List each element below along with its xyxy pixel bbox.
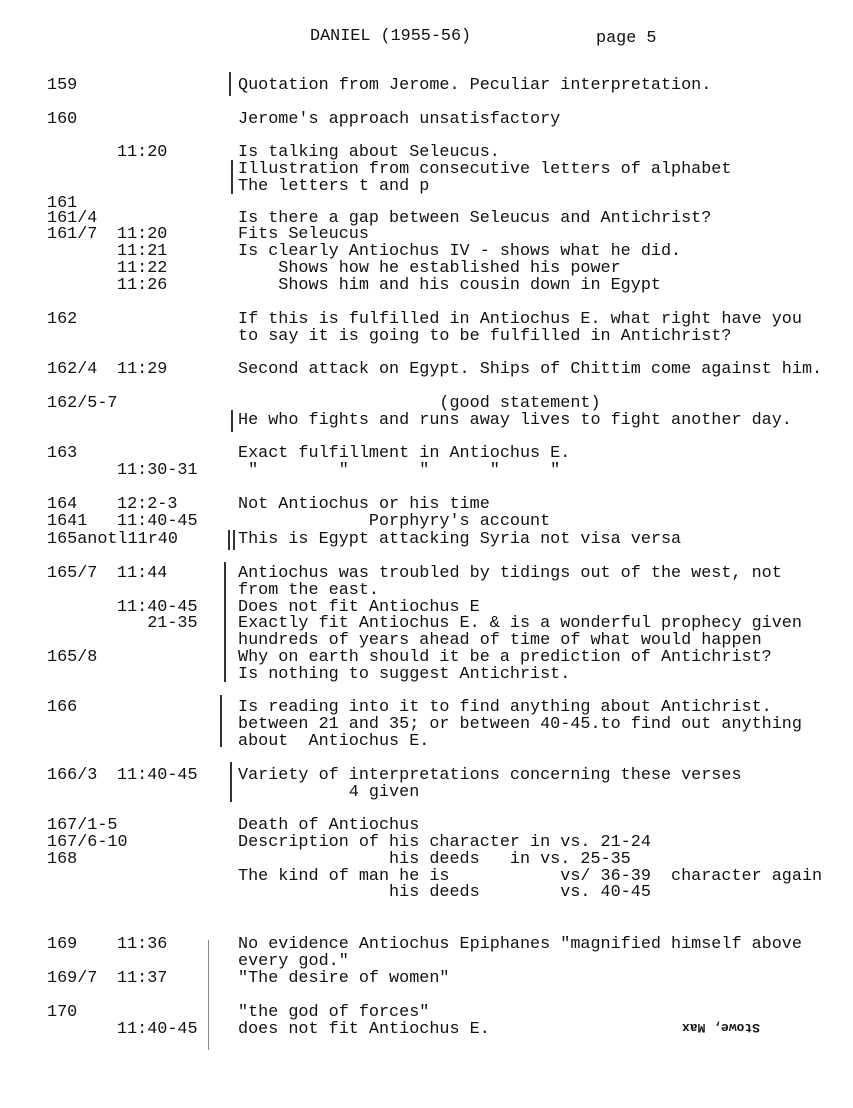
margin-mark — [231, 410, 233, 432]
row-text: Is clearly Antiochus IV - shows what he did. — [238, 242, 682, 261]
row-ref: 163 — [47, 444, 78, 463]
row-verse: 21-35 — [117, 614, 198, 633]
margin-mark — [230, 762, 232, 802]
upside-down-name-stamp: Stowe, Max — [682, 1020, 761, 1035]
row-text: If this is fulfilled in Antiochus E. what right have you — [238, 310, 802, 329]
row-text: Exact fulfillment in Antiochus E. — [238, 444, 571, 463]
row-text: to say it is going to be fulfilled in Antichrist? — [238, 327, 732, 346]
row-verse: 11:22 — [117, 259, 168, 278]
row-ref: 160 — [47, 110, 78, 129]
row-text: 4 given — [238, 783, 420, 802]
row-text: from the east. — [238, 581, 379, 600]
row-ref: 166/3 — [47, 766, 98, 785]
row-verse: 11:37 — [117, 969, 168, 988]
row-text: Variety of interpretations concerning these verses — [238, 766, 742, 785]
row-verse: 11:36 — [117, 935, 168, 954]
row-verse: 11:20 — [117, 225, 168, 244]
row-verse: 11:40-45 — [117, 598, 198, 617]
row-text: Porphyry's account — [238, 512, 551, 531]
row-text: Does not fit Antiochus E — [238, 598, 480, 617]
row-ref: 169/7 — [47, 969, 98, 988]
row-text: hundreds of years ahead of time of what would happen — [238, 631, 762, 650]
row-verse: 11:40-45 — [117, 1020, 198, 1039]
row-ref: 167/1-5 — [47, 816, 118, 835]
row-ref: 161 — [47, 194, 78, 213]
row-ref: 164 — [47, 495, 78, 514]
row-verse: 11:20 — [117, 143, 168, 162]
page-number: page 5 — [596, 29, 657, 48]
row-text: This is Egypt attacking Syria not visa versa — [238, 530, 682, 549]
row-text: The letters t and p — [238, 177, 430, 196]
row-verse: 12:2-3 — [117, 495, 178, 514]
row-text: "the god of forces" — [238, 1003, 430, 1022]
row-verse: 11:40-45 — [117, 512, 198, 531]
margin-mark — [229, 72, 231, 96]
row-text: Why on earth should it be a prediction of Antichrist? — [238, 648, 772, 667]
row-ref: 162/4 — [47, 360, 98, 379]
row-ref: 1641 — [47, 512, 88, 531]
row-text: Antiochus was troubled by tidings out of the west, not — [238, 564, 782, 583]
row-ref: 167/6-10 — [47, 833, 128, 852]
row-ref: 165/7 — [47, 564, 98, 583]
margin-mark — [208, 940, 209, 1050]
row-text: his deeds in vs. 25-35 — [238, 850, 631, 869]
row-text: Shows how he established his power — [238, 259, 621, 278]
row-text: about Antiochus E. — [238, 732, 430, 751]
row-text: Illustration from consecutive letters of alphabet — [238, 160, 732, 179]
row-text: Is reading into it to find anything about Antichrist. — [238, 698, 772, 717]
row-text: The kind of man he is vs/ 36-39 character again — [238, 867, 823, 886]
row-text: Quotation from Jerome. Peculiar interpretation. — [238, 76, 712, 95]
row-text: Is nothing to suggest Antichrist. — [238, 665, 571, 684]
row-ref: 161/4 — [47, 209, 98, 228]
margin-mark — [228, 530, 230, 550]
row-verse: 11:40-45 — [117, 766, 198, 785]
row-verse: 11:44 — [117, 564, 168, 583]
row-text: Description of his character in vs. 21-24 — [238, 833, 651, 852]
row-text: does not fit Antiochus E. — [238, 1020, 490, 1039]
row-ref: 166 — [47, 698, 78, 717]
row-text: his deeds vs. 40-45 — [238, 883, 651, 902]
row-ref: 162 — [47, 310, 78, 329]
margin-mark — [220, 695, 222, 747]
row-text: Not Antiochus or his time — [238, 495, 490, 514]
margin-mark — [231, 160, 233, 194]
row-text: between 21 and 35; or between 40-45.to find out anything — [238, 715, 802, 734]
margin-mark — [233, 530, 235, 550]
row-text: Second attack on Egypt. Ships of Chittim come against him. — [238, 360, 823, 379]
row-text: Exactly fit Antiochus E. & is a wonderful prophecy given — [238, 614, 802, 633]
row-text: every god." — [238, 952, 349, 971]
row-text: (good statement) — [238, 394, 601, 413]
row-text: Fits Seleucus — [238, 225, 369, 244]
row-ref: 159 — [47, 76, 78, 95]
row-ref: 165/8 — [47, 648, 98, 667]
row-ref: 168 — [47, 850, 78, 869]
row-verse: 11:30-31 — [117, 461, 198, 480]
row-text: No evidence Antiochus Epiphanes "magnified himself above — [238, 935, 802, 954]
row-text: " " " " " — [238, 461, 561, 480]
row-text: Shows him and his cousin down in Egypt — [238, 276, 661, 295]
row-text: Is there a gap between Seleucus and Antichrist? — [238, 209, 712, 228]
row-verse: 11:29 — [117, 360, 168, 379]
row-ref: 162/5-7 — [47, 394, 118, 413]
row-ref: 161/7 — [47, 225, 98, 244]
row-verse: 11:26 — [117, 276, 168, 295]
row-ref: 170 — [47, 1003, 78, 1022]
row-text: "The desire of women" — [238, 969, 450, 988]
row-text: Jerome's approach unsatisfactory — [238, 110, 561, 129]
row-text: Is talking about Seleucus. — [238, 143, 500, 162]
row-text: He who fights and runs away lives to fight another day. — [238, 411, 792, 430]
row-ref: 165anotl11r40 — [47, 530, 178, 549]
row-ref: 169 — [47, 935, 78, 954]
margin-mark — [224, 562, 226, 682]
row-verse: 11:21 — [117, 242, 168, 261]
document-title: DANIEL (1955-56) — [310, 27, 472, 46]
row-text: Death of Antiochus — [238, 816, 420, 835]
